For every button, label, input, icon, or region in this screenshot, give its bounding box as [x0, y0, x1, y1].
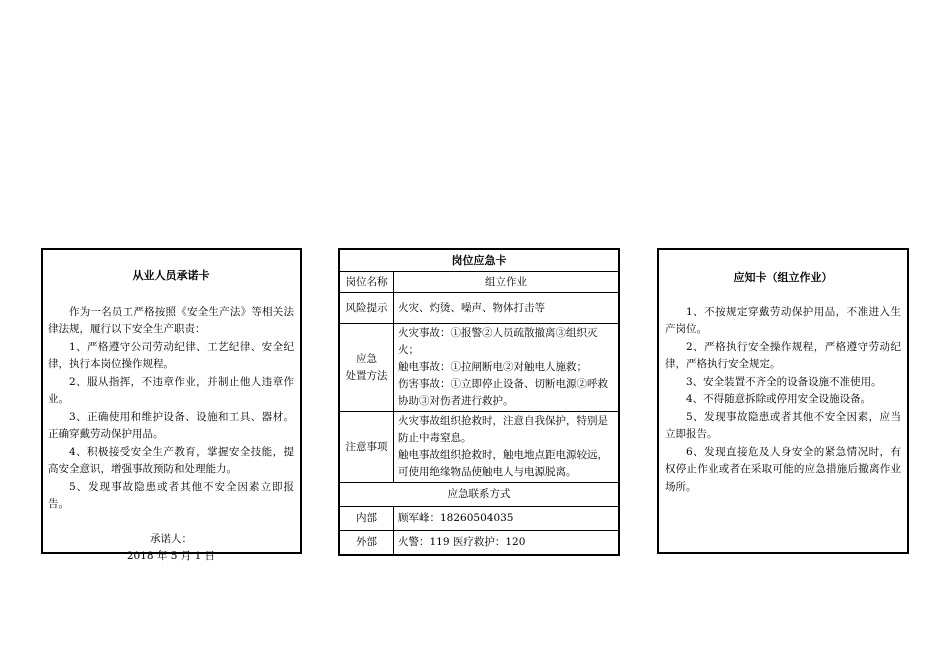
- signer-label: 承诺人：: [150, 532, 192, 545]
- method-fire: 火灾事故：①报警②人员疏散撤离③组织灭火；: [398, 327, 598, 356]
- commitment-card: [41, 248, 302, 562]
- notice-item-1: 1、不按规定穿戴劳动保护用品，不准进入生产岗位。: [665, 305, 901, 335]
- method-label: [339, 324, 394, 412]
- external-value: 火警：119 医疗救护：120: [394, 531, 620, 556]
- emergency-card: [338, 248, 620, 556]
- notes-electric: 触电事故组织抢救时，触电地点距电源较远，可使用绝缘物品使触电人与电源脱离。: [398, 449, 608, 478]
- emergency-card-title: 岗位应急卡: [339, 249, 619, 272]
- notice-card-title: 应知卡（组立作业）: [733, 271, 833, 284]
- method-label-line-2: 处置方法: [345, 369, 388, 382]
- notice-item-5: 5、发现事故隐患或者其他不安全因素，应当立即报告。: [665, 410, 901, 440]
- notice-item-4: 4、不得随意拆除或停用安全设施设备。: [686, 393, 872, 405]
- position-label: 岗位名称: [339, 272, 394, 293]
- commitment-date: 2018 年 5 月 1 日: [126, 550, 216, 562]
- notice-item-2: 2、严格执行安全操作规程，严格遵守劳动纪律，严格执行安全规定。: [665, 340, 901, 370]
- position-value: 组立作业: [394, 272, 620, 293]
- commitment-item-2: 2、服从指挥，不违章作业，并制止他人违章作业。: [48, 375, 294, 405]
- method-label-line-1: 应急: [356, 352, 377, 365]
- commitment-item-4: 4、积极接受安全生产教育，掌握安全技能，提高安全意识，增强事故预防和处理能力。: [48, 445, 294, 475]
- notice-card: [657, 248, 909, 554]
- notes-label: 注意事项: [339, 412, 394, 483]
- commitment-item-5: 5、发现事故隐患或者其他不安全因素立即报告。: [48, 480, 294, 510]
- risk-value: 火灾、灼烫、噪声、物体打击等: [394, 293, 620, 324]
- external-label: 外部: [339, 531, 394, 556]
- commitment-card-title: 从业人员承诺卡: [132, 269, 210, 282]
- method-injury: 伤害事故：①立即停止设备、切断电源②呼救协助③对伤者进行救护。: [398, 378, 608, 407]
- internal-value: 顾军峰：18260504035: [394, 507, 620, 531]
- notice-item-3: 3、安全装置不齐全的设备设施不准使用。: [686, 375, 882, 388]
- commitment-intro: 作为一名员工严格按照《安全生产法》等相关法律法规，履行以下安全生产职责：: [48, 305, 294, 335]
- notes-content: [394, 412, 620, 483]
- commitment-item-3: 3、正确使用和维护设备、设施和工具、器材。正确穿戴劳动保护用品。: [48, 410, 294, 440]
- contact-header: 应急联系方式: [339, 483, 619, 507]
- commitment-item-1: 1、严格遵守公司劳动纪律、工艺纪律、安全纪律，执行本岗位操作规程。: [48, 340, 294, 370]
- internal-label: 内部: [339, 507, 394, 531]
- risk-label: 风险提示: [339, 293, 394, 324]
- notice-item-6: 6、发现直接危及人身安全的紧急情况时，有权停止作业或者在采取可能的应急措施后撤离作业场所。: [665, 445, 901, 493]
- method-content: [394, 324, 620, 412]
- notes-fire: 火灾事故组织抢救时，注意自我保护，特别是防止中毒窒息。: [398, 415, 608, 444]
- method-electric: 触电事故：①拉闸断电②对触电人施救；: [398, 361, 587, 373]
